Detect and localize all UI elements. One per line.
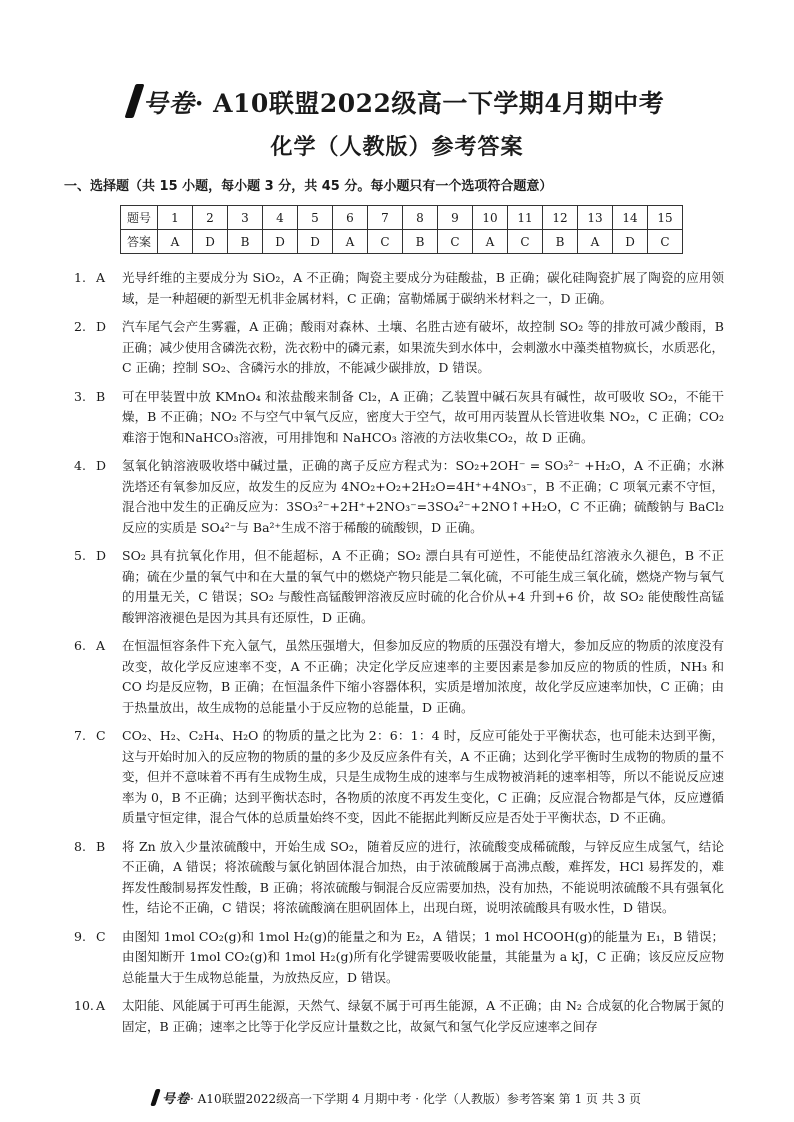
answer-cell: B	[228, 230, 263, 254]
page-header	[0, 84, 794, 120]
question-number-cell: 1	[158, 206, 193, 230]
answer-cell: D	[263, 230, 298, 254]
item-explanation: CO₂、H₂、C₂H₄、H₂O 的物质的量之比为 2：6：1：4 时，反应可能处于平衡状态，也可能未达到平衡，这与开始时加入的反应物的物质的量的多少及反应条件有关，A 不正确；达到化学平衡时生成物的物质的量不变，但并不意味着不再有生成物生成，只是生成物生成的速率与生成物被消耗的速率相等，所以不能说反应速率为 0，B 不正确；达到平衡状态时，各物质的浓度不再发生变化，C 正确；反应混合物都是气体，反应遵循质量守恒定律，混合气体的总质量始终不变，因此不能据此判断反应是否处于平衡状态，D 不正确。	[122, 728, 724, 825]
explanation-item	[74, 837, 724, 919]
item-answer: D	[96, 548, 107, 563]
question-number-cell: 14	[613, 206, 648, 230]
question-number-cell: 8	[403, 206, 438, 230]
item-number: 3.	[74, 388, 86, 404]
answer-cell: A	[333, 230, 368, 254]
question-number-cell: 15	[648, 206, 683, 230]
explanation-item	[74, 317, 724, 379]
question-number-cell: 2	[193, 206, 228, 230]
answer-cell: D	[613, 230, 648, 254]
item-answer: B	[96, 388, 106, 404]
explanation-item	[74, 726, 724, 829]
question-number-cell: 4	[263, 206, 298, 230]
explanation-item	[74, 636, 724, 718]
item-explanation: 光导纤维的主要成分为 SiO₂，A 不正确；陶瓷主要成分为硅酸盐，B 正确；碳化硅陶瓷扩展了陶瓷的应用领域，是一种超硬的新型无机非金属材料，C 正确；富勒烯属于碳纳米材料之一，D 正确。	[122, 270, 724, 306]
exam-subtitle: 化学（人教版）参考答案	[270, 134, 524, 160]
item-answer: B	[96, 838, 106, 854]
answer-cell: A	[473, 230, 508, 254]
item-explanation: 由图知 1mol CO₂(g)和 1mol H₂(g)的能量之和为 E₂，A 错误；1 mol HCOOH(g)的能量为 E₁，B 错误；由图知断开 1mol CO₂(g)和 1mol H₂(g)所有化学键需要吸收能量，其能量为 a kJ，C 正确；该反应反应物总能量大于生成物总能量，为放热反应，D 错误。	[122, 928, 724, 985]
explanation-item	[74, 387, 724, 449]
item-number: 2.	[74, 319, 86, 334]
answer-cell: C	[508, 230, 543, 254]
item-explanation: 可在甲装置中放 KMnO₄ 和浓盐酸来制备 Cl₂，A 正确；乙装置中碱石灰具有碱性，故可吸收 SO₂，不能干燥，B 不正确；NO₂ 不与空气中氧气反应，密度大于空气，故可用丙装置从长管进收集 NO₂，C 正确；CO₂ 难溶于饱和NaHCO₃溶液，可用排饱和 NaHCO₃ 溶液的方法收集CO₂，故 D 正确。	[122, 388, 724, 445]
item-explanation: 氢氧化钠溶液吸收塔中碱过量，正确的离子反应方程式为：SO₂+2OH⁻ = SO₃²⁻ +H₂O，A 不正确；水淋洗塔还有氧参加反应，故发生的反应为 4NO₂+O₂+2H₂O=4H⁺+4NO₃⁻，B 不正确；C 项氧元素不守恒，混合池中发生的正确反应为：3SO₃²⁻+2H⁺+2NO₃⁻=3SO₄²⁻+2NO↑+H₂O，C 不正确；硫酸钠与 BaCl₂ 反应的实质是 SO₄²⁻与 Ba²⁺生成不溶于稀酸的硫酸钡，D 正确。	[122, 458, 724, 535]
item-number: 7.	[74, 728, 86, 743]
item-number: 1.	[74, 270, 86, 285]
item-number: 6.	[74, 638, 86, 653]
section-heading: 一、选择题（共 15 小题，每小题 3 分，共 45 分。每小题只有一个选项符合题意）	[64, 179, 553, 194]
item-answer: A	[96, 998, 106, 1013]
answer-cell: B	[543, 230, 578, 254]
answer-cell: D	[298, 230, 333, 254]
item-number: 4.	[74, 458, 86, 473]
answer-cell: C	[368, 230, 403, 254]
item-number: 10.	[74, 998, 94, 1013]
item-answer: C	[96, 928, 106, 944]
footer-text: · A10联盟2022级高一下学期 4 月期中考 · 化学（人教版）参考答案 第 1 页 共 3 页	[190, 1092, 641, 1106]
question-number-cell: 5	[298, 206, 333, 230]
item-number: 8.	[74, 838, 86, 854]
explanation-list	[74, 268, 724, 1045]
row-label-answer: 答案	[121, 230, 158, 254]
answer-cell: A	[578, 230, 613, 254]
row-label-number: 题号	[121, 206, 158, 230]
item-number: 9.	[74, 928, 86, 944]
answer-table	[120, 205, 683, 254]
item-answer: D	[96, 458, 107, 473]
exam-title: · A10联盟2022级高一下学期4月期中考	[194, 89, 665, 118]
answer-table-answer-row	[121, 230, 683, 254]
item-answer: C	[96, 728, 106, 743]
question-number-cell: 13	[578, 206, 613, 230]
answer-cell: B	[403, 230, 438, 254]
answer-cell: A	[158, 230, 193, 254]
answer-table-number-row	[121, 206, 683, 230]
question-number-cell: 6	[333, 206, 368, 230]
question-number-cell: 12	[543, 206, 578, 230]
explanation-item	[74, 996, 724, 1037]
question-number-cell: 9	[438, 206, 473, 230]
item-answer: A	[96, 638, 106, 653]
explanation-item	[74, 546, 724, 628]
answer-cell: C	[438, 230, 473, 254]
brand-logo-icon	[124, 84, 144, 118]
item-explanation: 将 Zn 放入少量浓硫酸中，开始生成 SO₂，随着反应的进行，浓硫酸变成稀硫酸，与锌反应生成氢气，结论不正确，A 错误；将浓硫酸与氯化钠固体混合加热，由于浓硫酸属于高沸点酸，难挥发，HCl 易挥发的，难挥发性酸制易挥发性酸，B 正确；将浓硫酸与铜混合反应需要加热，没有加热，不能说明浓硫酸不具有强氧化性，结论不正确，C 错误；将浓硫酸滴在胆矾固体上，出现白斑，说明浓硫酸具有吸水性，D 错误。	[122, 838, 724, 915]
explanation-item	[74, 927, 724, 989]
item-explanation: 在恒温恒容条件下充入氩气，虽然压强增大，但参加反应的物质的压强没有增大，参加反应的物质的浓度没有改变，故化学反应速率不变，A 不正确；决定化学反应速率的主要因素是参加反应的物质的性质，NH₃ 和 CO 均是反应物，B 正确；在恒温条件下缩小容器体积，实质是增加浓度，故化学反应速率加快，C 正确；由于热量放出，故生成物的总能量小于反应物的总能量，D 正确。	[122, 638, 724, 715]
answer-cell: D	[193, 230, 228, 254]
explanation-item	[74, 456, 724, 538]
explanation-item	[74, 268, 724, 309]
item-number: 5.	[74, 548, 86, 563]
question-number-cell: 10	[473, 206, 508, 230]
answer-cell: C	[648, 230, 683, 254]
page-footer	[0, 1088, 794, 1107]
item-explanation: SO₂ 具有抗氧化作用，但不能超标，A 不正确；SO₂ 漂白具有可逆性，不能使品红溶液永久褪色，B 不正确；硫在少量的氧气中和在大量的氧气中的燃烧产物只能是二氧化硫，不可能生成三氧化硫，燃烧产物与氧气的用量无关，C 错误；SO₂ 与酸性高锰酸钾溶液反应时硫的化合价从+4 升到+6 价，故 SO₂ 能使酸性高锰酸钾溶液褪色是因为其具有还原性，D 正确。	[122, 548, 724, 625]
item-answer: A	[96, 270, 106, 285]
item-explanation: 汽车尾气会产生雾霾，A 正确；酸雨对森林、土壤、名胜古迹有破坏，故控制 SO₂ 等的排放可减少酸雨，B 正确；减少使用含磷洗衣粉，洗衣粉中的磷元素，如果流失到水体中，会刺激水中藻类植物疯长，水质恶化，C 正确；控制 SO₂、含磷污水的排放，不能减少碳排放，D 错误。	[122, 319, 724, 375]
question-number-cell: 7	[368, 206, 403, 230]
item-explanation: 太阳能、风能属于可再生能源，天然气、绿氨不属于可再生能源，A 不正确；由 N₂ 合成氨的化合物属于氮的固定，B 正确；速率之比等于化学反应计量数之比，故氮气和氢气化学反应速率之间存	[122, 998, 724, 1034]
footer-logo-text: 号卷	[162, 1092, 191, 1107]
footer-logo-icon	[150, 1089, 161, 1106]
question-number-cell: 3	[228, 206, 263, 230]
item-answer: D	[96, 319, 107, 334]
question-number-cell: 11	[508, 206, 543, 230]
brand-logo-text: 号卷	[142, 89, 195, 118]
